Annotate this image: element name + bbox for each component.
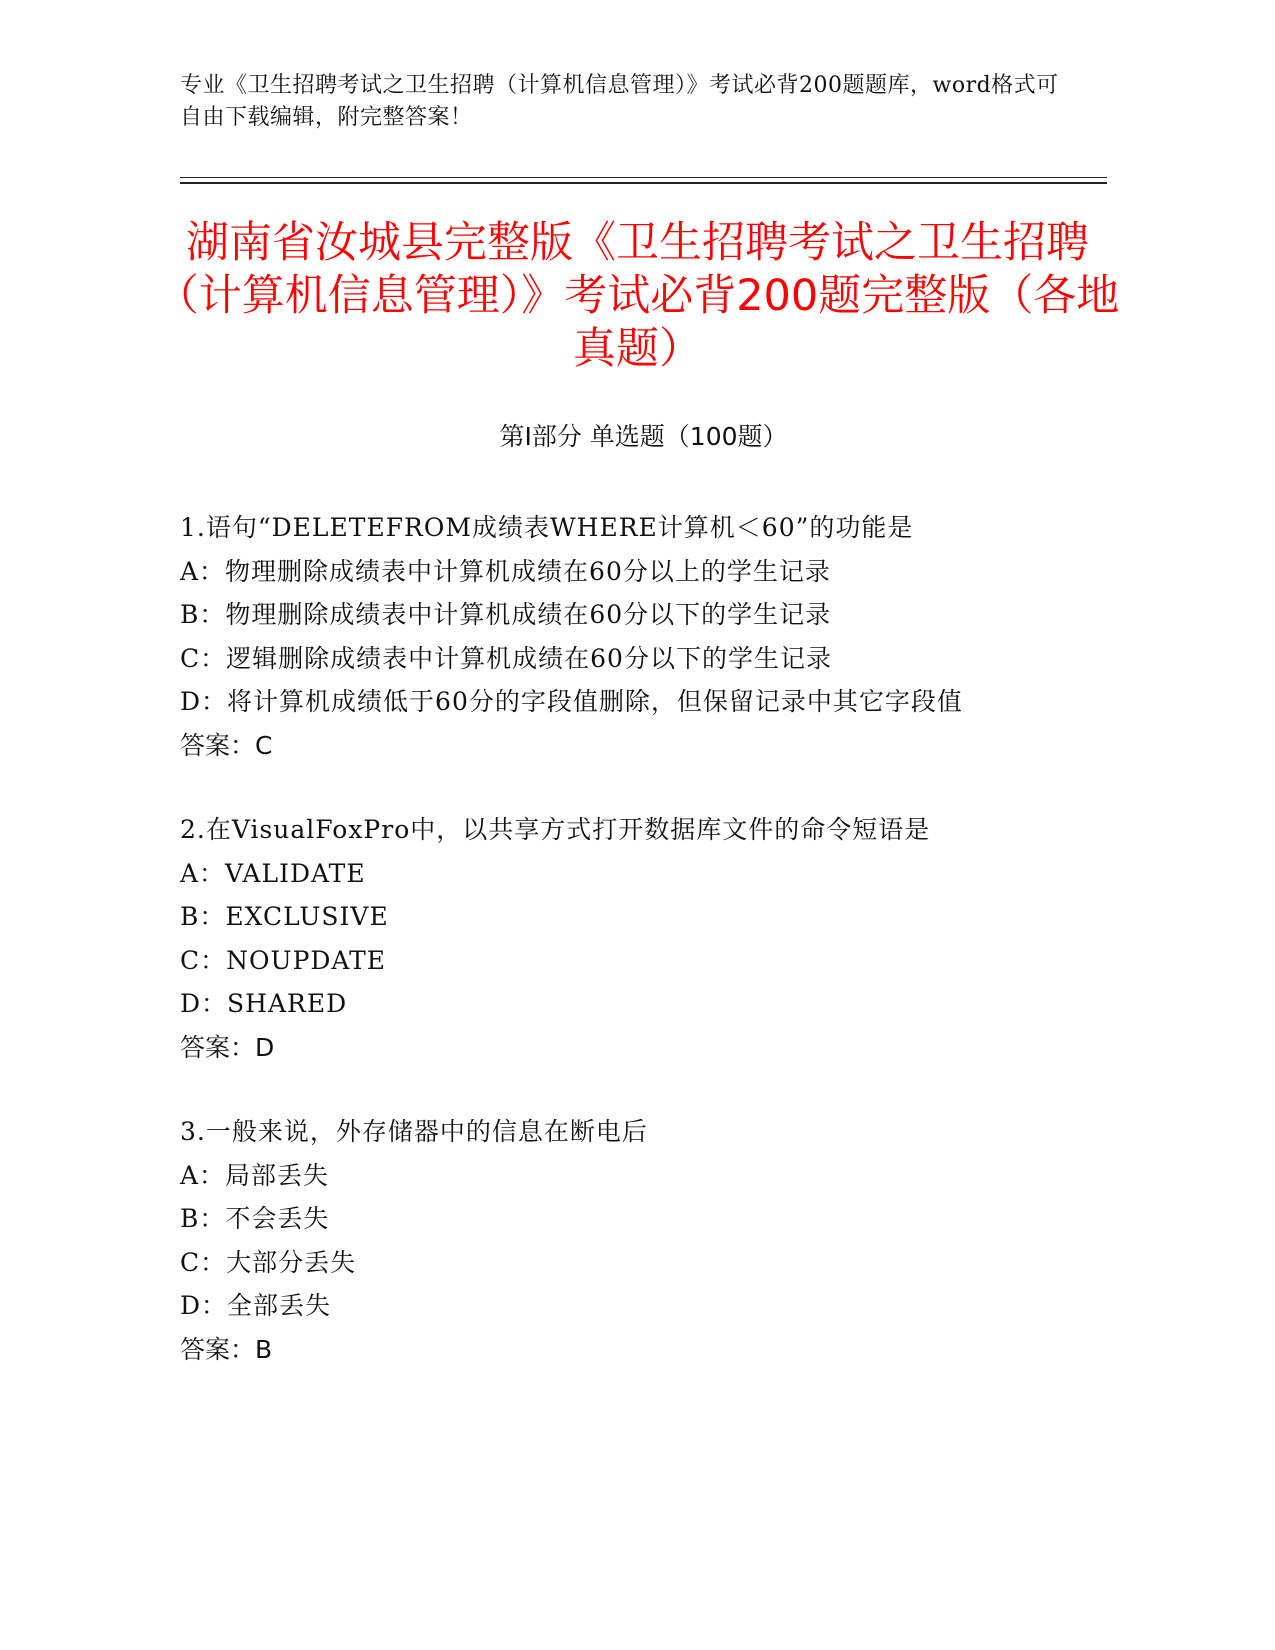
option-c: C：NOUPDATE (180, 945, 387, 975)
question-2 (180, 808, 1107, 1069)
answer: 答案：C (180, 730, 273, 760)
option-a: A：局部丢失 (180, 1160, 330, 1190)
option-b: B：EXCLUSIVE (180, 902, 389, 931)
question-list (180, 506, 1107, 1412)
header-note: 专业《卫生招聘考试之卫生招聘（计算机信息管理）》考试必背200题题库，word格式可自由下载编辑，附完整答案！ (180, 73, 1059, 130)
question-stem: 3.一般来说，外存储器中的信息在断电后 (180, 1117, 648, 1146)
option-b: B：不会丢失 (180, 1204, 330, 1233)
option-c: C：逻辑删除成绩表中计算机成绩在60分以下的学生记录 (180, 643, 832, 673)
option-a: A：物理删除成绩表中计算机成绩在60分以上的学生记录 (180, 556, 831, 586)
question-stem: 2.在VisualFoxPro中，以共享方式打开数据库文件的命令短语是 (180, 815, 931, 844)
question-1 (180, 506, 1107, 767)
option-a: A：VALIDATE (180, 858, 366, 888)
question-3 (180, 1110, 1107, 1371)
option-b: B：物理删除成绩表中计算机成绩在60分以下的学生记录 (180, 600, 832, 629)
answer: 答案：D (180, 1032, 275, 1062)
option-d: D：SHARED (180, 989, 348, 1018)
option-d: D：将计算机成绩低于60分的字段值删除，但保留记录中其它字段值 (180, 687, 963, 716)
answer: 答案：B (180, 1334, 273, 1364)
section-title: 第Ⅰ部分 单选题（100题） (499, 422, 788, 451)
document-title: 湖南省汝城县完整版《卫生招聘考试之卫生招聘（计算机信息管理）》考试必背200题完整版（各地真题） (155, 218, 1120, 374)
option-c: C：大部分丢失 (180, 1247, 357, 1277)
option-d: D：全部丢失 (180, 1291, 332, 1320)
question-stem: 1.语句“DELETEFROM成绩表WHERE计算机＜60”的功能是 (180, 513, 914, 542)
header-divider (180, 177, 1107, 184)
